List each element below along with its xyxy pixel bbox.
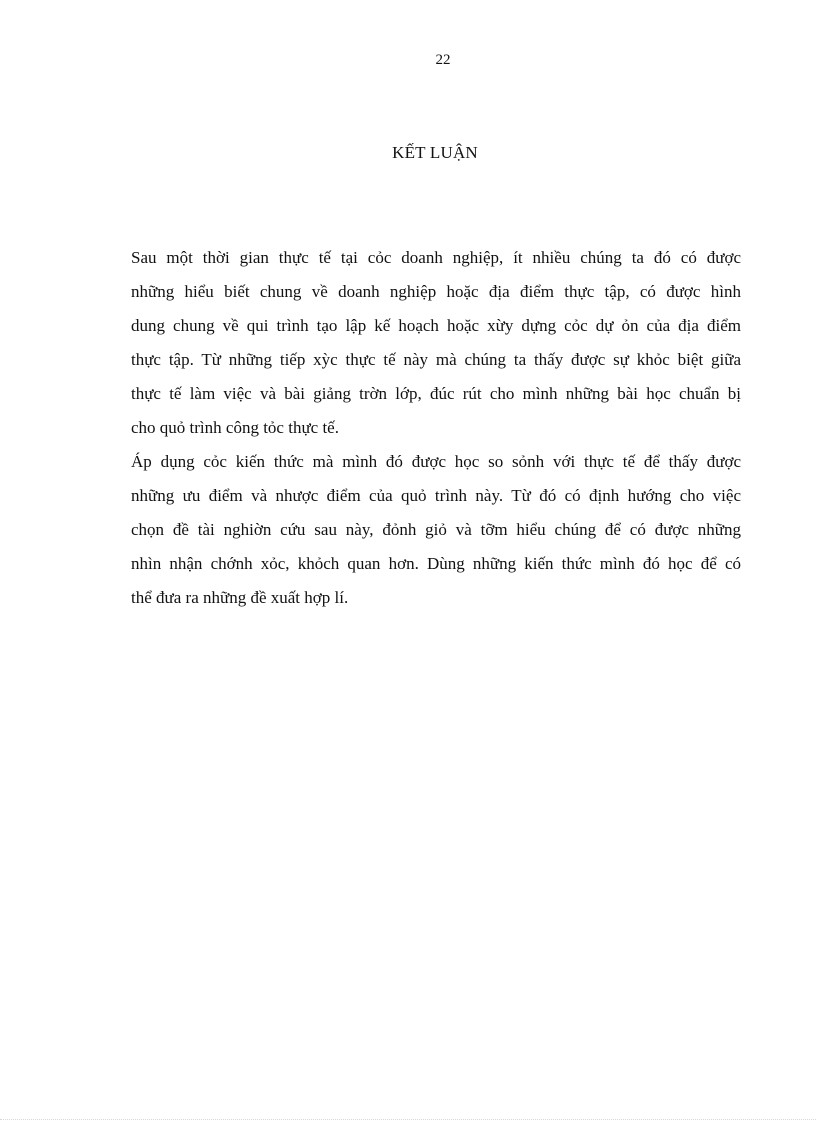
paragraph-line: chọn đề tài nghiờn cứu sau này, đỏnh giỏ và tỡm hiểu chúng để có được những — [131, 520, 741, 539]
page-number: 22 — [435, 52, 451, 68]
paragraph-line: thể đưa ra những đề xuất hợp lí. — [131, 588, 349, 607]
paragraph-line: nhìn nhận chớnh xỏc, khỏch quan hơn. Dùng những kiến thức mình đó học để có — [131, 554, 741, 573]
page-title: KẾT LUẬN — [392, 143, 478, 162]
paragraph-line: Áp dụng cỏc kiến thức mà mình đó được học so sỏnh với thực tế để thấy được — [131, 452, 741, 471]
paragraph-line: thực tế làm việc và bài giảng trờn lớp, đúc rút cho mình những bài học chuẩn bị — [131, 384, 741, 403]
paragraph-line: dung chung về qui trình tạo lập kế hoạch hoặc xừy dựng cỏc dự ỏn của địa điểm — [131, 316, 741, 335]
paragraph-line: những hiểu biết chung về doanh nghiệp hoặc địa điểm thực tập, có được hình — [131, 282, 741, 301]
paragraph-2 — [131, 445, 741, 615]
paragraph-line: những ưu điểm và nhược điểm của quỏ trình này. Từ đó có định hướng cho việc — [131, 486, 741, 505]
page-bottom-edge — [0, 1119, 816, 1120]
paragraph-line: thực tập. Từ những tiếp xỳc thực tế này mà chúng ta thấy được sự khỏc biệt giữa — [131, 350, 741, 369]
paragraph-line: Sau một thời gian thực tế tại cỏc doanh nghiệp, ít nhiều chúng ta đó có được — [131, 248, 741, 267]
paragraph-line: cho quỏ trình công tỏc thực tế. — [131, 418, 339, 437]
body-text — [131, 241, 741, 615]
paragraph-1 — [131, 241, 741, 445]
